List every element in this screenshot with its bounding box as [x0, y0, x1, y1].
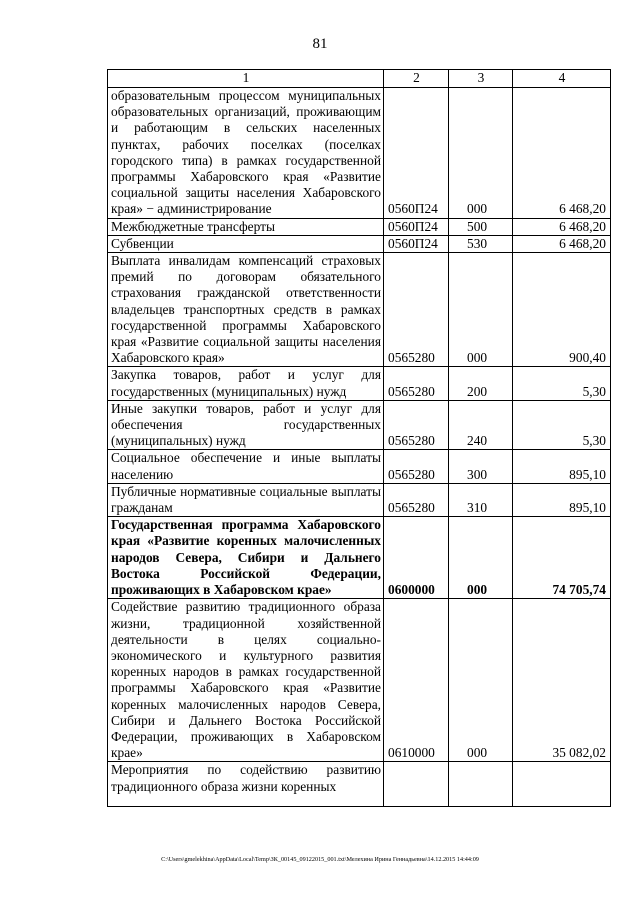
row-name: Публичные нормативные социальные выплаты гражданам	[108, 483, 384, 516]
row-type: 500	[449, 218, 513, 235]
row-sum	[513, 762, 611, 807]
row-type: 200	[449, 367, 513, 400]
table-row	[108, 235, 611, 252]
row-code: 0565280	[384, 483, 449, 516]
table-row	[108, 253, 611, 367]
row-code: 0565280	[384, 450, 449, 483]
column-header-2: 2	[384, 70, 449, 88]
row-sum: 6 468,20	[513, 235, 611, 252]
budget-table	[107, 69, 611, 807]
table-row	[108, 218, 611, 235]
row-sum: 5,30	[513, 400, 611, 450]
row-name: Межбюджетные трансферты	[108, 218, 384, 235]
row-sum: 6 468,20	[513, 218, 611, 235]
table-row	[108, 367, 611, 400]
row-type: 240	[449, 400, 513, 450]
row-code: 0565280	[384, 253, 449, 367]
row-sum: 900,40	[513, 253, 611, 367]
row-name: Государственная программа Хабаровского края «Развитие коренных малочисленных народов Севера, Сибири и Дальнего Востока Российской Федерации, проживающих в Хабаровском крае»	[108, 517, 384, 599]
row-code: 0565280	[384, 400, 449, 450]
footer-file-path: C:\Users\gmelekhina\AppData\Local\Temp\ЗК_00145_09122015_001.txt\Мелехина Ирина Геннадьевна\14.12.2015 14:44:09	[161, 856, 479, 863]
row-name: Социальное обеспечение и иные выплаты населению	[108, 450, 384, 483]
table-row	[108, 599, 611, 762]
table-row	[108, 450, 611, 483]
column-header-1: 1	[108, 70, 384, 88]
column-header-3: 3	[449, 70, 513, 88]
row-sum: 5,30	[513, 367, 611, 400]
row-code: 0560П24	[384, 218, 449, 235]
row-sum: 895,10	[513, 483, 611, 516]
row-code: 0600000	[384, 517, 449, 599]
row-code	[384, 762, 449, 807]
table-row	[108, 400, 611, 450]
row-name: Содействие развитию традиционного образа жизни, традиционной хозяйственной деятельности в целях социально-экономического и культурного развития коренных народов в рамках государственной программы Хабаровского края «Развитие коренных малочисленных народов Севера, Сибири и Дальнего Востока Российской Федерации, проживающих в Хабаровском крае»	[108, 599, 384, 762]
row-sum: 895,10	[513, 450, 611, 483]
row-type: 000	[449, 517, 513, 599]
table-row	[108, 762, 611, 807]
row-type: 530	[449, 235, 513, 252]
row-sum: 74 705,74	[513, 517, 611, 599]
row-name: Субвенции	[108, 235, 384, 252]
row-type: 000	[449, 88, 513, 219]
row-type: 000	[449, 599, 513, 762]
row-code: 0560П24	[384, 235, 449, 252]
row-name: Иные закупки товаров, работ и услуг для обеспечения государственных (муниципальных) нужд	[108, 400, 384, 450]
row-sum: 35 082,02	[513, 599, 611, 762]
row-name: Закупка товаров, работ и услуг для государственных (муниципальных) нужд	[108, 367, 384, 400]
row-code: 0610000	[384, 599, 449, 762]
row-type: 310	[449, 483, 513, 516]
table-row	[108, 483, 611, 516]
page-number: 81	[312, 36, 328, 52]
row-type: 300	[449, 450, 513, 483]
table-row	[108, 88, 611, 219]
row-code: 0560П24	[384, 88, 449, 219]
table-row-program	[108, 517, 611, 599]
table-header-row	[108, 70, 611, 88]
row-sum: 6 468,20	[513, 88, 611, 219]
row-code: 0565280	[384, 367, 449, 400]
column-header-4: 4	[513, 70, 611, 88]
row-name: образовательным процессом муниципальных образовательных организаций, проживающим и работающим в сельских населенных пунктах, рабочих поселках (поселках городского типа) в рамках государственной программы Хабаровского края «Развитие социальной защиты населения Хабаровского края» − администрирование	[108, 88, 384, 219]
row-type	[449, 762, 513, 807]
row-name: Мероприятия по содействию развитию традиционного образа жизни коренных	[108, 762, 384, 807]
row-type: 000	[449, 253, 513, 367]
row-name: Выплата инвалидам компенсаций страховых премий по договорам обязательного страхования гражданской ответственности владельцев транспортных средств в рамках государственной программы Хабаровского края «Развитие социальной защиты населения Хабаровского края»	[108, 253, 384, 367]
